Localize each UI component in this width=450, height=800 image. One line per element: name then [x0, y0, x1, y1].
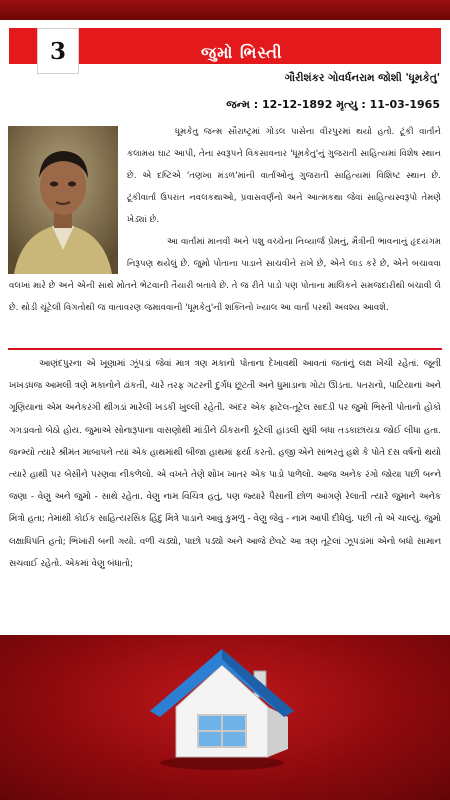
chapter-number: 3 [37, 28, 79, 74]
house-icon [146, 645, 298, 775]
author-dates: જન્મ : 12-12-1892 મૃત્યુ : 11-03-1965 [226, 98, 440, 111]
bio-paragraph: આ વાર્તામાં માનવી અને પશુ વચ્ચેના નિવ્યાર્જ પ્રેમનું, મૈત્રીની ભાવનાનું હૃદયંગમ નિરૂપણ થયેલું છે. જુમો પોતાના પાડાને સાચવીને રાખે છે, એને લાડ કરે છે, એને બચાવવા વલખાં મારે છે અને એની સાથે મોતને ભેટવાની તૈયારી બતાવે છે. તે જ રીતે પાડો પણ પોતાના માલિકને સમજદારીથી બચાવી લે છે. થોડી ચૂંટેલી વિગતોથી જ વાતાવરણ જમાવવાની 'ધૂમકેતુ'ની શક્તિનો ખ્યાલ આ વાર્તા પરથી અવશ્ય આવશે. [9, 237, 441, 313]
chapter-header [9, 28, 441, 64]
bottom-panel [0, 635, 450, 800]
bio-paragraph: ધૂમકેતુ જન્મ સૌરાષ્ટ્રમાં ગોંડલ પાસેના વીરપુરમાં થયો હતો. ટૂંકી વાર્તાને કલામય ઘાટ આપી, તેના સ્વરૂપને વિકસાવનાર 'ધૂમકેતુ'નું ગુજરાતી સાહિત્યમાં વિશેષ સ્થાન છે. એ દષ્ટિએ 'તણખા મંડળ'માંની વાર્તાઓનું ગુજરાતી સાહિત્યમાં વિશિષ્ટ સ્થાન છે. ટૂંકીવાર્તા ઉપરાંત નવલકથાઓ, પ્રવાસવર્ણનો અને આત્મકથા જેવાં સાહિત્યસ્વરૂપો તેમણે ખેડ્યાં છે. [127, 127, 441, 225]
home-button[interactable] [146, 645, 298, 775]
chapter-title: જુમો ભિસ્તી [201, 43, 283, 62]
story-text [9, 353, 441, 575]
document-page [0, 20, 450, 635]
section-divider [8, 348, 442, 350]
top-bar [0, 0, 450, 20]
author-bio [9, 121, 441, 319]
author-name: ગૌરીશંકર ગોવર્ધનરામ જોશી 'ધૂમકેતુ' [284, 72, 440, 84]
story-paragraph: આણંદપુરના એ ખૂણામાં ઝૂંપડાં જેવાં માત્ર ત્રણ મકાનો પોતાના દેખાવથી આવતાં જતાંનું લક્ષ ખેંચી રહેતાં. જૂની ખખડધજ આમલી ત્રણે મકાનોને ઢાંકતી, ચારે તરફ ગટરની દુર્ગંધ છૂટતી અને ધુમાડાના ગોટા ઊડતા. પતરાનો, પાટિયાનાં અને ગૂણિયાનાં એમ અનેકરંગી થીગડાં મારેલી ખડકી ખુલ્લી રહેતી. અંદર એક ફાટેલ-તૂટેલ સાદડી પર જુમો ભિસ્તી પોતાનો હોકો ગગડાવતો બેઠો હોય. જુમાએ સોનારૂપાના વાસણોથી માંડીને ઠીકરાની કૂટેલી હાંડલી સુધી બધા તડકાછાંયડા જોઈ લીધા હતા. જન્મ્યો ત્યારે શ્રીમંત માબાપને ત્યાં એક હાથમાંથી બીજા હાથમાં ફર્યા કરતો. હજી એને સાંભરતું હશે કે પોતે દસ વર્ષનો થયો ત્યારે હાથી પર બેસીને પરણવા નીકળેલો. એ વખતે તેણે શોખ ખાતર એક પાડો પાળેલો. આજ અનેક રંગો જોયા પછી બન્ને જણા - વેણુ અને જુમો - સાથે રહેતા. વેણુ નામ વિચિત્ર હતું, પણ જ્યારે પૈસાની છોળ આંગણે રેલાતી ત્યારે જુમાને અનેક મિત્રો હતા; તેમાંથી કોઈક સાહિત્યરસિક હિંદુ મિત્રે પાડાને આવું કુમળું - વેણુ જેવું - નામ આપી દીધેલું. પછી તો એ ચાલ્યું. જુમો લક્ષાધિપતિ હતો; ભિખારી બની ગયો. વળી ચડ્યો, પાછો પડ્યો અને આજે છેવટે આ ત્રણ તૂટેલાં ઝૂપડાંમાં એનો બધો સામાન સચવાઈ રહેતો. એકમાં વેણુ બંધાતો; [9, 359, 441, 569]
